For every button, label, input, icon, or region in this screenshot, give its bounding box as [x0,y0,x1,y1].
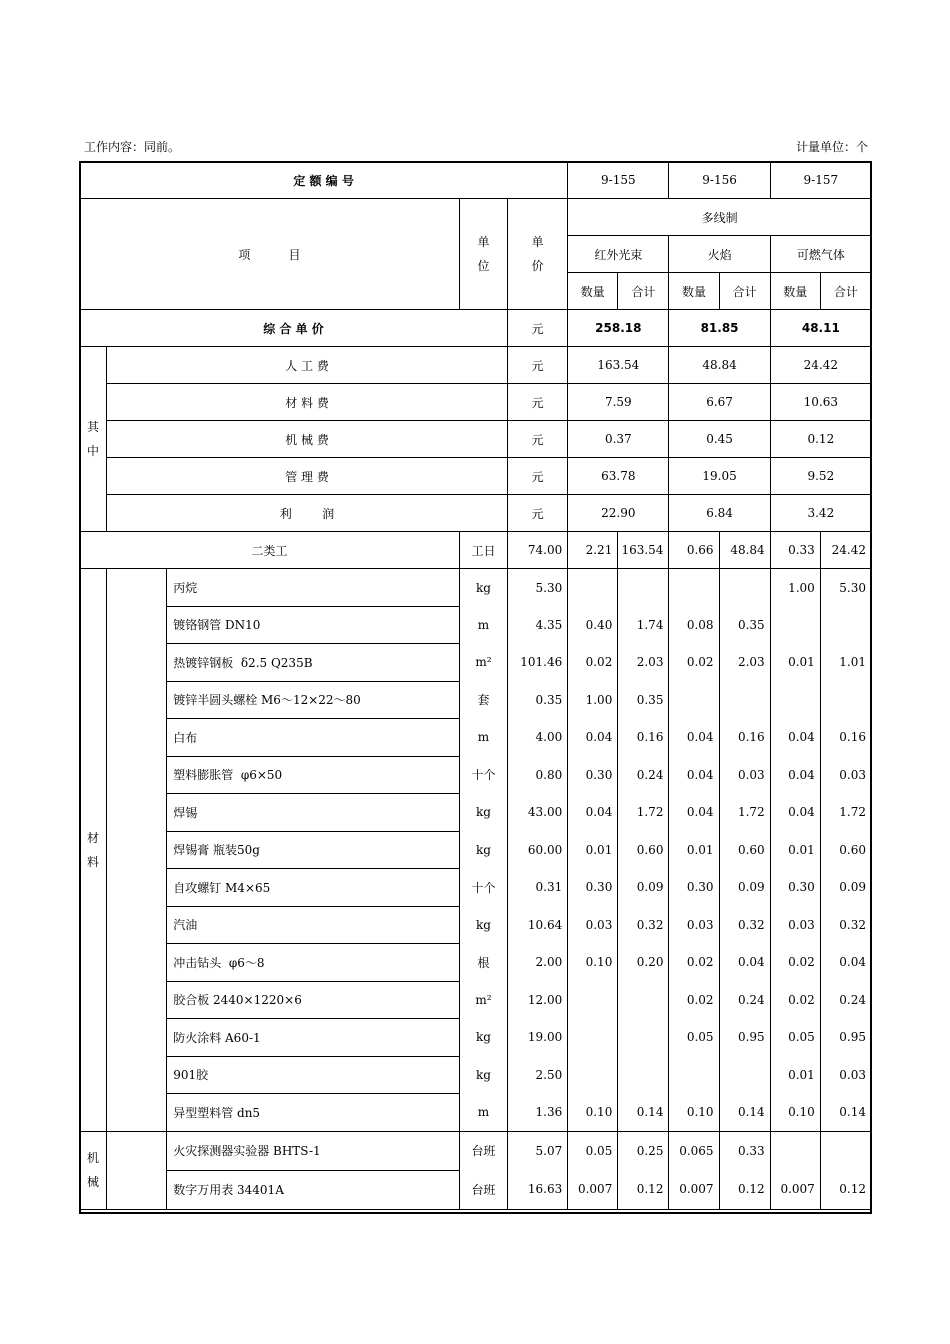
material-cell: 0.03 [568,906,618,944]
material-cell: 0.04 [770,756,820,794]
material-cell [719,1056,770,1094]
material-row [80,831,872,869]
material-cell [669,681,719,719]
material-cell: 0.95 [820,1019,871,1057]
material-unit: m [459,719,507,757]
material-cell: 0.16 [820,719,871,757]
material-cell: 0.09 [820,869,871,907]
material-price: 101.46 [508,644,568,682]
material-price: 4.00 [508,719,568,757]
material-cell: 0.02 [669,981,719,1019]
material-price: 60.00 [508,831,568,869]
material-cell: 1.72 [820,794,871,832]
qty-label: 数量 [669,273,719,310]
material-cell: 0.30 [568,869,618,907]
material-unit: kg [459,569,507,607]
cost-name: 管 理 费 [107,458,508,495]
material-unit: m [459,1094,507,1132]
material-row [80,719,872,757]
material-cell: 0.04 [820,944,871,982]
cost-unit: 元 [508,347,568,384]
material-unit: kg [459,906,507,944]
material-cell [770,681,820,719]
material-cell [820,681,871,719]
material-cell: 0.20 [618,944,669,982]
material-name: 丙烷 [167,569,460,607]
quota-code: 9-155 [568,162,669,199]
material-row [80,1056,872,1094]
material-cell [820,606,871,644]
sum-label: 合计 [820,273,871,310]
machine-row [80,1131,872,1170]
machine-price: 16.63 [508,1170,568,1209]
material-cell: 1.72 [719,794,770,832]
material-cell: 0.32 [719,906,770,944]
total-value: 81.85 [669,310,770,347]
detector-type: 火焰 [669,236,770,273]
material-cell: 1.74 [618,606,669,644]
material-price: 2.50 [508,1056,568,1094]
labor-cell: 0.66 [669,532,719,569]
labor-name: 二类工 [80,532,460,569]
material-cell: 0.03 [719,756,770,794]
machine-spacer [107,1131,167,1209]
cost-name: 材 料 费 [107,384,508,421]
material-cell: 0.02 [669,944,719,982]
price-label: 单 价 [508,199,568,310]
cost-value: 48.84 [669,347,770,384]
labor-cell: 2.21 [568,532,618,569]
material-cell: 0.01 [770,644,820,682]
cost-value: 6.67 [669,384,770,421]
cost-value: 0.37 [568,421,669,458]
total-value: 48.11 [770,310,871,347]
cost-name: 机 械 费 [107,421,508,458]
material-row [80,944,872,982]
material-name: 901胶 [167,1056,460,1094]
material-unit: 根 [459,944,507,982]
material-cell: 0.02 [770,981,820,1019]
material-cell: 0.08 [669,606,719,644]
material-cell: 1.00 [568,681,618,719]
material-cell: 1.01 [820,644,871,682]
material-price: 1.36 [508,1094,568,1132]
material-cell: 0.01 [770,1056,820,1094]
material-cell: 0.60 [618,831,669,869]
material-price: 4.35 [508,606,568,644]
material-cell: 0.04 [669,719,719,757]
material-name: 胶合板 2440×1220×6 [167,981,460,1019]
material-name: 塑料膨胀管 φ6×50 [167,756,460,794]
machine-cell: 0.007 [770,1170,820,1209]
material-name: 镀铬钢管 DN10 [167,606,460,644]
material-row [80,906,872,944]
material-row [80,644,872,682]
cost-row [80,384,872,421]
machine-row [80,1170,872,1209]
material-cell: 0.32 [618,906,669,944]
material-cell: 1.72 [618,794,669,832]
work-content: 工作内容：同前。 [84,140,181,154]
machine-cell: 0.12 [820,1170,871,1209]
cost-value: 10.63 [770,384,871,421]
material-label: 材 料 [80,569,107,1132]
cost-value: 163.54 [568,347,669,384]
material-cell [618,1019,669,1057]
cost-name: 利 润 [107,495,508,532]
material-cell: 0.05 [770,1019,820,1057]
cost-unit: 元 [508,495,568,532]
material-unit: m² [459,981,507,1019]
machine-cell [770,1131,820,1170]
material-cell: 0.01 [669,831,719,869]
material-row [80,869,872,907]
material-cell: 0.24 [820,981,871,1019]
labor-cell: 48.84 [719,532,770,569]
material-cell: 0.05 [669,1019,719,1057]
cost-unit: 元 [508,384,568,421]
material-cell: 0.01 [770,831,820,869]
material-cell [618,1056,669,1094]
material-cell: 0.03 [770,906,820,944]
material-row [80,606,872,644]
material-cell: 0.10 [669,1094,719,1132]
material-cell: 0.60 [820,831,871,869]
qty-label: 数量 [568,273,618,310]
material-cell: 0.14 [820,1094,871,1132]
cost-value: 0.45 [669,421,770,458]
material-name: 防火涂料 A60-1 [167,1019,460,1057]
material-cell: 0.04 [669,794,719,832]
labor-unit: 工日 [459,532,507,569]
material-cell [669,569,719,607]
material-cell: 0.04 [719,944,770,982]
unit-label: 单 位 [459,199,507,310]
material-price: 43.00 [508,794,568,832]
material-cell [568,981,618,1019]
material-cell: 0.24 [618,756,669,794]
material-cell: 0.14 [719,1094,770,1132]
material-row [80,981,872,1019]
material-spacer [107,569,167,1132]
quota-label: 定 额 编 号 [80,162,568,199]
material-cell: 0.02 [568,644,618,682]
material-name: 焊锡 [167,794,460,832]
cost-value: 0.12 [770,421,871,458]
machine-cell [820,1131,871,1170]
quota-code: 9-157 [770,162,871,199]
material-cell [719,569,770,607]
detector-type: 红外光束 [568,236,669,273]
cost-value: 24.42 [770,347,871,384]
material-cell: 2.03 [618,644,669,682]
cost-unit: 元 [508,458,568,495]
material-cell [770,606,820,644]
material-cell: 1.00 [770,569,820,607]
material-row [80,794,872,832]
material-cell: 0.60 [719,831,770,869]
material-row [80,569,872,607]
material-cell: 0.24 [719,981,770,1019]
material-name: 镀锌半圆头螺栓 M6～12×22～80 [167,681,460,719]
material-cell: 0.04 [568,794,618,832]
cost-value: 6.84 [669,495,770,532]
labor-cell: 24.42 [820,532,871,569]
material-cell: 0.10 [568,1094,618,1132]
material-cell: 0.30 [770,869,820,907]
cost-value: 9.52 [770,458,871,495]
system-label: 多线制 [568,199,872,236]
material-cell: 0.02 [669,644,719,682]
total-price-row [80,310,872,347]
total-value: 258.18 [568,310,669,347]
material-cell [719,681,770,719]
machine-cell: 0.05 [568,1131,618,1170]
machine-cell: 0.25 [618,1131,669,1170]
qty-label: 数量 [770,273,820,310]
material-price: 0.35 [508,681,568,719]
material-name: 热镀锌钢板 δ2.5 Q235B [167,644,460,682]
material-price: 0.80 [508,756,568,794]
item-label: 项 目 [80,199,460,310]
machine-price: 5.07 [508,1131,568,1170]
material-cell: 0.30 [669,869,719,907]
material-cell: 0.03 [820,756,871,794]
machine-unit: 台班 [459,1131,507,1170]
material-cell: 0.30 [568,756,618,794]
material-cell: 0.40 [568,606,618,644]
material-row [80,681,872,719]
cost-row [80,347,872,384]
among-label: 其 中 [80,347,107,532]
material-price: 0.31 [508,869,568,907]
material-cell: 0.16 [719,719,770,757]
material-cell: 0.09 [618,869,669,907]
machine-name: 火灾探测器实验器 BHTS-1 [167,1131,460,1170]
material-cell: 0.14 [618,1094,669,1132]
material-cell: 0.35 [618,681,669,719]
material-unit: 十个 [459,869,507,907]
material-cell: 0.04 [770,719,820,757]
material-cell: 0.03 [820,1056,871,1094]
material-row [80,1094,872,1132]
material-cell: 0.04 [669,756,719,794]
cost-row [80,458,872,495]
material-cell: 0.16 [618,719,669,757]
cost-row [80,495,872,532]
material-cell: 0.35 [719,606,770,644]
material-name: 冲击钻头 φ6～8 [167,944,460,982]
material-cell: 2.03 [719,644,770,682]
cost-unit: 元 [508,421,568,458]
cost-value: 19.05 [669,458,770,495]
material-name: 自攻螺钉 M4×65 [167,869,460,907]
machine-label: 机 械 [80,1131,107,1209]
material-unit: kg [459,1056,507,1094]
material-cell: 0.32 [820,906,871,944]
material-price: 5.30 [508,569,568,607]
machine-cell: 0.007 [568,1170,618,1209]
material-price: 12.00 [508,981,568,1019]
material-price: 19.00 [508,1019,568,1057]
total-unit: 元 [508,310,568,347]
machine-cell: 0.065 [669,1131,719,1170]
quota-code-row [80,162,872,199]
material-cell: 0.04 [568,719,618,757]
quota-table [79,161,872,1210]
material-unit: 套 [459,681,507,719]
labor-cell: 0.33 [770,532,820,569]
material-unit: m [459,606,507,644]
machine-unit: 台班 [459,1170,507,1209]
cost-value: 22.90 [568,495,669,532]
cost-name: 人 工 费 [107,347,508,384]
material-unit: kg [459,794,507,832]
material-cell: 0.04 [770,794,820,832]
material-cell: 0.02 [770,944,820,982]
detector-type: 可燃气体 [770,236,871,273]
material-cell: 0.03 [669,906,719,944]
material-cell [568,1056,618,1094]
labor-row [80,532,872,569]
material-cell [568,569,618,607]
cost-value: 63.78 [568,458,669,495]
header-row-system [80,199,872,236]
material-row [80,756,872,794]
material-unit: m² [459,644,507,682]
material-unit: kg [459,831,507,869]
machine-cell: 0.12 [618,1170,669,1209]
material-cell [669,1056,719,1094]
cost-row [80,421,872,458]
quota-code: 9-156 [669,162,770,199]
sum-label: 合计 [719,273,770,310]
material-name: 异型塑料管 dn5 [167,1094,460,1132]
material-cell: 5.30 [820,569,871,607]
machine-cell: 0.33 [719,1131,770,1170]
labor-cell: 163.54 [618,532,669,569]
total-label: 综 合 单 价 [80,310,508,347]
machine-name: 数字万用表 34401A [167,1170,460,1209]
cost-value: 3.42 [770,495,871,532]
material-cell [568,1019,618,1057]
sum-label: 合计 [618,273,669,310]
material-row [80,1019,872,1057]
material-cell [618,569,669,607]
material-price: 2.00 [508,944,568,982]
material-cell: 0.10 [770,1094,820,1132]
unit-of-measure: 计量单位：个 [795,140,868,154]
material-unit: kg [459,1019,507,1057]
machine-cell: 0.12 [719,1170,770,1209]
material-name: 白布 [167,719,460,757]
material-cell: 0.10 [568,944,618,982]
material-cell: 0.95 [719,1019,770,1057]
cost-value: 7.59 [568,384,669,421]
material-price: 10.64 [508,906,568,944]
material-name: 汽油 [167,906,460,944]
material-cell: 0.09 [719,869,770,907]
material-cell [618,981,669,1019]
labor-price: 74.00 [508,532,568,569]
material-name: 焊锡膏 瓶装50g [167,831,460,869]
machine-cell: 0.007 [669,1170,719,1209]
material-cell: 0.01 [568,831,618,869]
material-unit: 十个 [459,756,507,794]
